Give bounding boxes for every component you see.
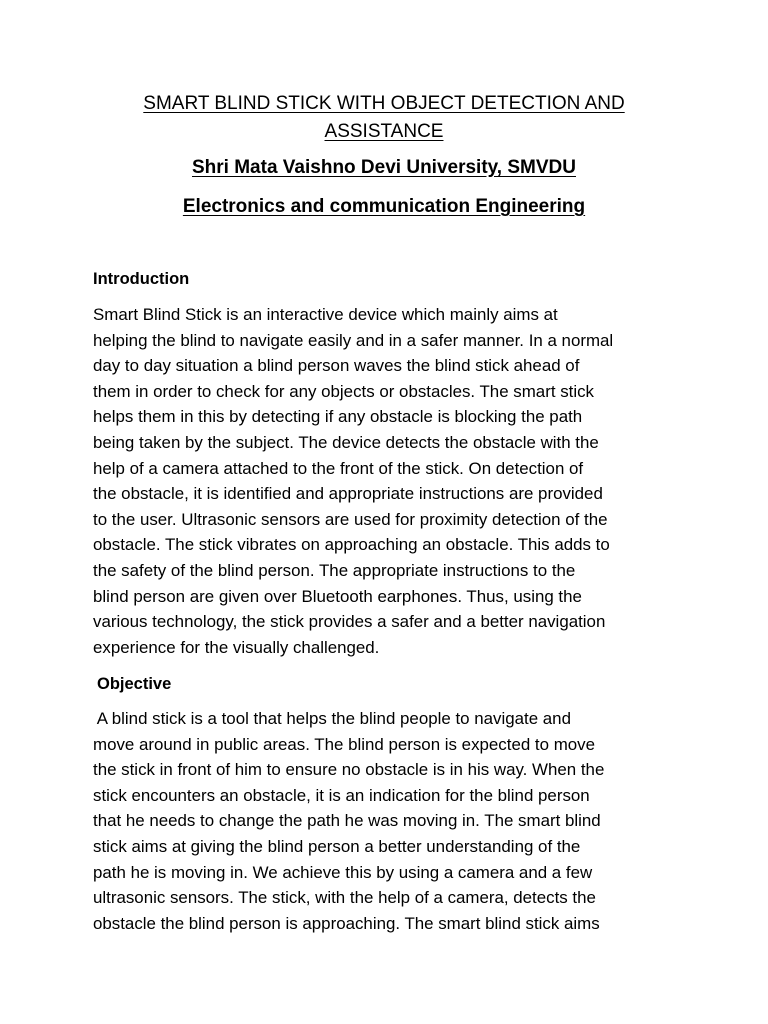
text-line: day to day situation a blind person waves the blind stick ahead of — [93, 356, 580, 376]
text-line: Smart Blind Stick is an interactive device which mainly aims at — [93, 305, 558, 324]
department-name: Electronics and communication Engineering — [182, 196, 586, 217]
section-heading-introduction: Introduction — [93, 270, 190, 288]
text-line: stick aims at giving the blind person a better understanding of the — [93, 836, 581, 856]
text-line: them in order to check for any objects or obstacles. The smart stick — [93, 381, 594, 401]
text-line: the safety of the blind person. The appropriate instructions to the — [93, 560, 576, 580]
text-line: ultrasonic sensors. The stick, with the help of a camera, detects the — [93, 888, 596, 908]
text-line: to the user. Ultrasonic sensors are used for proximity detection of the — [93, 509, 608, 529]
text-line: obstacle. The stick vibrates on approaching an obstacle. This adds to — [93, 535, 610, 555]
text-line: help of a camera attached to the front of the stick. On detection of — [93, 458, 584, 478]
text-line: the stick in front of him to ensure no obstacle is in his way. When the — [93, 760, 605, 780]
text-line: obstacle the blind person is approaching. The smart blind stick aims — [93, 913, 600, 933]
section-body-objective — [93, 706, 683, 936]
text-line: being taken by the subject. The device detects the obstacle with the — [93, 432, 599, 452]
text-line: A blind stick is a tool that helps the blind people to navigate and — [93, 709, 571, 728]
text-line: various technology, the stick provides a safer and a better navigation — [93, 612, 606, 632]
text-line: that he needs to change the path he was moving in. The smart blind — [93, 811, 601, 831]
section-heading-objective: Objective — [97, 675, 172, 693]
title-line: SMART BLIND STICK WITH OBJECT DETECTION AND — [143, 93, 625, 114]
text-line: move around in public areas. The blind person is expected to move — [93, 734, 596, 754]
text-line: the obstacle, it is identified and appropriate instructions are provided — [93, 484, 603, 504]
document-title — [93, 90, 675, 146]
text-line: blind person are given over Bluetooth earphones. Thus, using the — [93, 586, 582, 606]
university-name: Shri Mata Vaishno Devi University, SMVDU — [192, 157, 576, 178]
text-line: helps them in this by detecting if any obstacle is blocking the path — [93, 407, 583, 427]
text-line: path he is moving in. We achieve this by using a camera and a few — [93, 862, 593, 882]
section-body-introduction — [93, 302, 683, 660]
text-line: experience for the visually challenged. — [93, 637, 380, 657]
text-line: helping the blind to navigate easily and in a safer manner. In a normal — [93, 330, 614, 350]
title-line: ASSISTANCE — [324, 121, 444, 142]
text-line: stick encounters an obstacle, it is an indication for the blind person — [93, 785, 590, 805]
